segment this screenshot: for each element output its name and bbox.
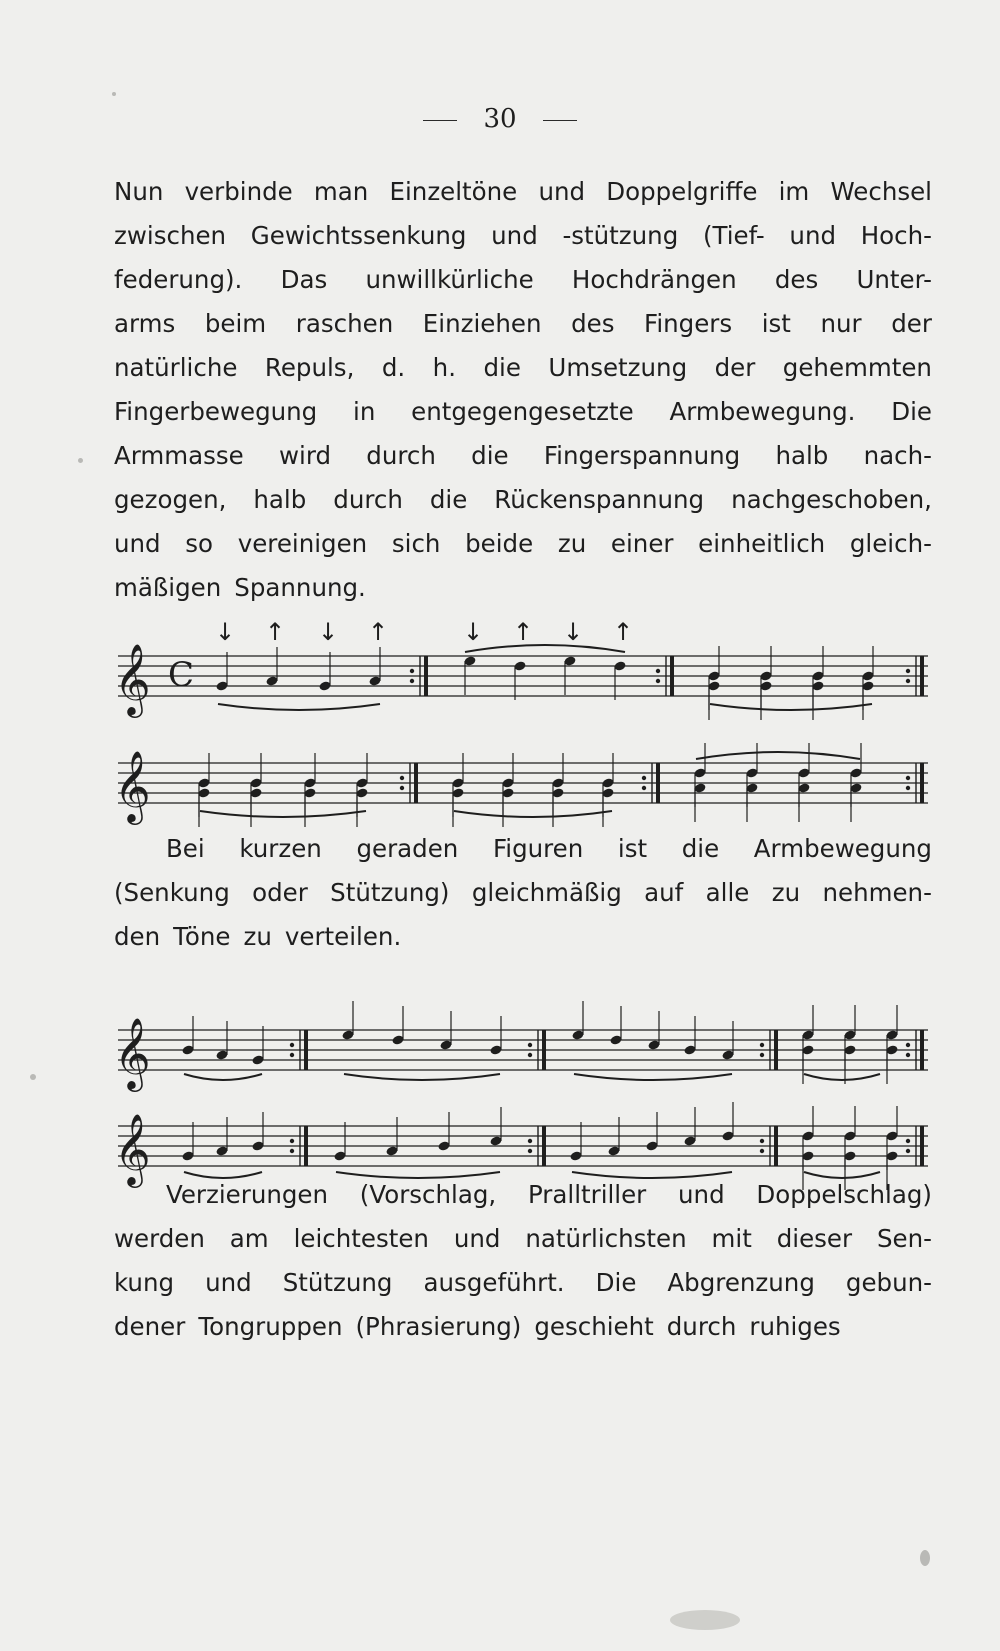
- word: kung: [114, 1268, 175, 1297]
- word: im: [778, 177, 810, 206]
- word: -stützung: [562, 221, 679, 250]
- word: beim: [204, 309, 267, 338]
- repeat-dot: [400, 776, 404, 780]
- word: (Tief-: [702, 221, 765, 250]
- repeat-dot: [760, 1053, 764, 1057]
- word: zu: [771, 878, 801, 907]
- word: Hochdrängen: [571, 265, 737, 294]
- word: oder: [252, 878, 308, 907]
- word: Das: [280, 265, 328, 294]
- slur: [200, 811, 366, 817]
- word: Verzierungen: [166, 1180, 329, 1209]
- word: werden: [114, 1224, 205, 1253]
- word: man: [313, 177, 369, 206]
- word: natürlichsten: [525, 1224, 687, 1253]
- word: Die: [595, 1268, 637, 1297]
- word: halb: [253, 485, 307, 514]
- word: geschieht: [534, 1312, 654, 1341]
- slur: [344, 1074, 500, 1080]
- slur: [696, 752, 860, 759]
- word: Umsetzung: [548, 353, 688, 382]
- word: und: [678, 1180, 725, 1209]
- paper-speck: [920, 1550, 930, 1566]
- repeat-dot: [906, 679, 910, 683]
- up-arrow-icon: ↑: [513, 618, 534, 646]
- word: verteilen.: [284, 922, 402, 951]
- up-arrow-icon: ↑: [613, 618, 634, 646]
- word: nehmen-: [822, 878, 932, 907]
- word: zwischen: [114, 221, 227, 250]
- word: Rückenspannung: [494, 485, 705, 514]
- word: entgegengesetzte: [411, 397, 634, 426]
- word: der: [891, 309, 932, 338]
- time-signature: C: [168, 655, 195, 695]
- repeat-dot: [906, 776, 910, 780]
- word: Pralltriller: [527, 1180, 647, 1209]
- word: natürliche: [114, 353, 238, 382]
- word: auf: [644, 878, 684, 907]
- word: Bei: [166, 834, 205, 863]
- word: Figuren: [492, 834, 584, 863]
- repeat-dot: [642, 776, 646, 780]
- treble-clef: 𝄞: [114, 1016, 151, 1089]
- word: (Phrasierung): [355, 1312, 522, 1341]
- slur: [465, 645, 625, 652]
- word: durch: [333, 485, 403, 514]
- word: mit: [711, 1224, 752, 1253]
- word: Repuls,: [264, 353, 355, 382]
- word: wird: [279, 441, 332, 470]
- word: einheitlich: [698, 529, 826, 558]
- word: h.: [432, 353, 456, 382]
- repeat-dot: [528, 1139, 532, 1143]
- repeat-dot: [906, 1139, 910, 1143]
- word: geraden: [356, 834, 459, 863]
- slur: [454, 811, 612, 817]
- slur: [218, 704, 380, 710]
- repeat-dot: [906, 1043, 910, 1047]
- word: raschen: [295, 309, 394, 338]
- word: ausgeführt.: [423, 1268, 565, 1297]
- word: Töne: [173, 922, 231, 951]
- word: in: [353, 397, 376, 426]
- word: (Vorschlag,: [359, 1180, 497, 1209]
- word: Unter-: [856, 265, 932, 294]
- word: Fingers: [644, 309, 733, 338]
- word: leichtesten: [293, 1224, 429, 1253]
- word: ist: [617, 834, 648, 863]
- paper-speck: [112, 92, 116, 96]
- word: Armbewegung: [753, 834, 932, 863]
- word: zu: [557, 529, 587, 558]
- paper-stain: [670, 1610, 740, 1630]
- word: kurzen: [239, 834, 322, 863]
- repeat-dot: [400, 786, 404, 790]
- repeat-dot: [906, 786, 910, 790]
- word: durch: [366, 441, 436, 470]
- slur: [572, 1172, 732, 1178]
- word: Stützung: [282, 1268, 393, 1297]
- repeat-dot: [642, 786, 646, 790]
- word: dener: [114, 1312, 186, 1341]
- word: Fingerbewegung: [114, 397, 318, 426]
- slur: [804, 1074, 880, 1080]
- word: ruhiges: [749, 1312, 841, 1341]
- treble-clef: 𝄞: [114, 749, 151, 822]
- word: arms: [114, 309, 176, 338]
- repeat-dot: [528, 1149, 532, 1153]
- word: alle: [705, 878, 750, 907]
- word: Armbewegung.: [669, 397, 856, 426]
- word: dieser: [776, 1224, 853, 1253]
- word: und: [538, 177, 586, 206]
- page-number-text: 30: [483, 104, 517, 134]
- word: so: [185, 529, 214, 558]
- slur: [710, 704, 872, 710]
- repeat-dot: [906, 1053, 910, 1057]
- word: d.: [381, 353, 406, 382]
- down-arrow-icon: ↓: [563, 618, 584, 646]
- word: mäßigen: [114, 573, 222, 602]
- repeat-dot: [290, 1053, 294, 1057]
- treble-clef: 𝄞: [114, 1112, 151, 1185]
- word: nachgeschoben,: [731, 485, 932, 514]
- word: einer: [610, 529, 674, 558]
- word: federung).: [114, 265, 243, 294]
- down-arrow-icon: ↓: [318, 618, 339, 646]
- word: Stützung): [330, 878, 450, 907]
- slur: [804, 1172, 880, 1178]
- repeat-dot: [410, 669, 414, 673]
- treble-clef: 𝄞: [114, 642, 151, 715]
- paper-speck: [30, 1074, 36, 1080]
- word: die: [429, 485, 468, 514]
- down-arrow-icon: ↓: [215, 618, 236, 646]
- word: und: [789, 221, 837, 250]
- word: Spannung.: [234, 573, 366, 602]
- word: den: [114, 922, 161, 951]
- up-arrow-icon: ↑: [368, 618, 389, 646]
- word: der: [714, 353, 756, 382]
- word: des: [571, 309, 615, 338]
- word: die: [681, 834, 720, 863]
- word: (Senkung: [114, 878, 230, 907]
- repeat-dot: [906, 669, 910, 673]
- word: Doppelgriffe: [606, 177, 758, 206]
- word: verbinde: [184, 177, 293, 206]
- word: Tongruppen: [198, 1312, 343, 1341]
- repeat-dot: [290, 1043, 294, 1047]
- paper-speck: [78, 458, 83, 463]
- word: gleichmäßig: [471, 878, 622, 907]
- word: und: [453, 1224, 501, 1253]
- word: beide: [465, 529, 534, 558]
- word: Nun: [114, 177, 164, 206]
- word: gleich-: [849, 529, 932, 558]
- word: Einzeltöne: [389, 177, 518, 206]
- word: die: [471, 441, 509, 470]
- word: und: [114, 529, 161, 558]
- repeat-dot: [760, 1043, 764, 1047]
- repeat-dot: [656, 679, 660, 683]
- word: Einziehen: [422, 309, 542, 338]
- word: des: [774, 265, 819, 294]
- repeat-dot: [656, 669, 660, 673]
- word: Abgrenzung: [667, 1268, 815, 1297]
- repeat-dot: [528, 1043, 532, 1047]
- word: am: [229, 1224, 269, 1253]
- repeat-dot: [410, 679, 414, 683]
- word: durch: [666, 1312, 737, 1341]
- word: gezogen,: [114, 485, 227, 514]
- word: Wechsel: [830, 177, 932, 206]
- word: zu: [243, 922, 272, 951]
- repeat-dot: [528, 1053, 532, 1057]
- slur: [574, 1074, 732, 1080]
- word: sich: [391, 529, 441, 558]
- repeat-dot: [760, 1139, 764, 1143]
- word: nur: [820, 309, 862, 338]
- word: Doppelschlag): [756, 1180, 932, 1209]
- word: Die: [891, 397, 932, 426]
- slur: [184, 1172, 262, 1178]
- word: Hoch-: [860, 221, 932, 250]
- down-arrow-icon: ↓: [463, 618, 484, 646]
- slur: [184, 1074, 262, 1080]
- word: vereinigen: [237, 529, 368, 558]
- repeat-dot: [760, 1149, 764, 1153]
- slur: [336, 1172, 500, 1178]
- word: und: [205, 1268, 252, 1297]
- word: gehemmten: [782, 353, 932, 382]
- word: Sen-: [876, 1224, 932, 1253]
- word: Armmasse: [114, 441, 244, 470]
- word: nach-: [863, 441, 932, 470]
- repeat-dot: [290, 1139, 294, 1143]
- repeat-dot: [906, 1149, 910, 1153]
- word: unwillkürliche: [365, 265, 534, 294]
- repeat-dot: [290, 1149, 294, 1153]
- up-arrow-icon: ↑: [265, 618, 286, 646]
- word: ist: [761, 309, 791, 338]
- word: halb: [775, 441, 829, 470]
- word: Fingerspannung: [543, 441, 741, 470]
- word: gebun-: [845, 1268, 932, 1297]
- word: und: [491, 221, 538, 250]
- word: Gewichtssenkung: [250, 221, 467, 250]
- word: die: [483, 353, 521, 382]
